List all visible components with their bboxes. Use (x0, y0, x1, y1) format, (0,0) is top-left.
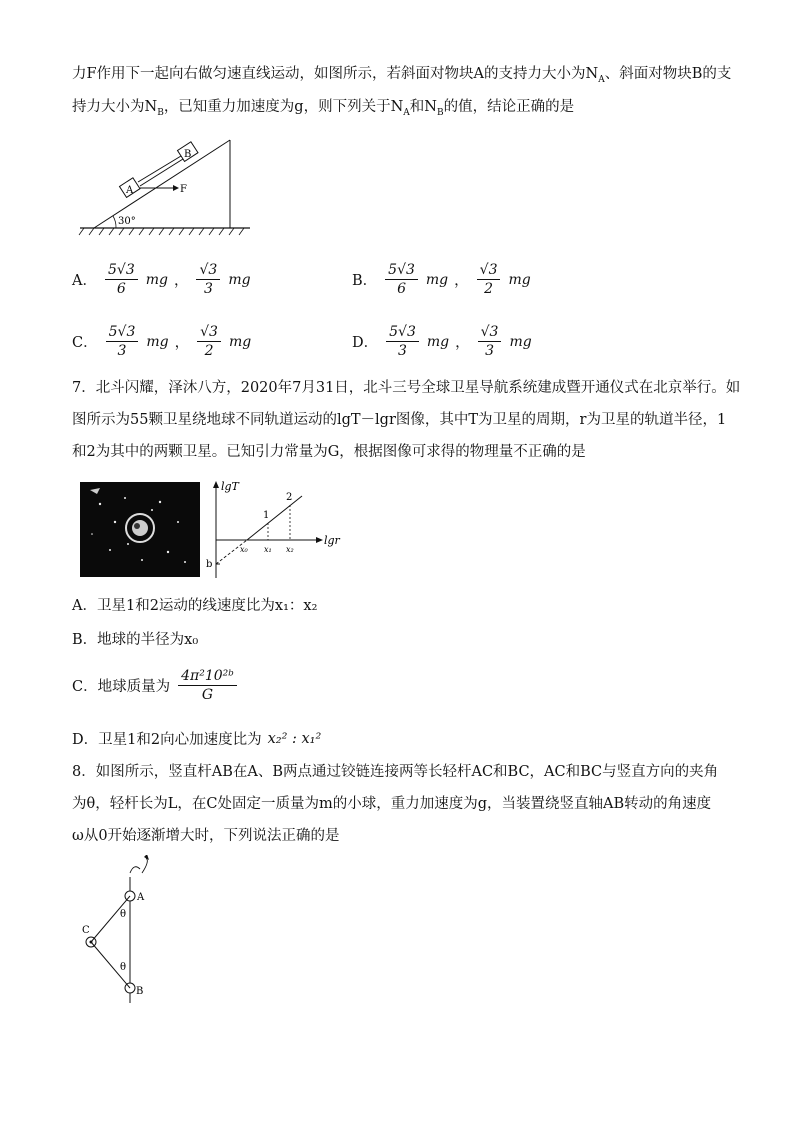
option-d[interactable] (352, 324, 532, 359)
separator: ， (173, 273, 189, 289)
denominator: 6 (116, 281, 126, 297)
q7-option-a[interactable]: A．卫星1和2运动的线速度比为x₁：x₂ (72, 598, 318, 614)
x2-label: x₂ (286, 545, 294, 554)
denominator: 6 (397, 281, 406, 297)
incline-figure (78, 128, 254, 240)
numerator: √3 (477, 262, 501, 280)
point-a-label: A (137, 892, 145, 903)
unit: mg (146, 333, 169, 350)
q7-line-2: 图所示为55颗卫星绕地球不同轨道运动的lgT－lgr图像，其中T为卫星的周期，r为卫星的轨道半径，1 (72, 412, 727, 428)
q7-option-c-text: C．地球质量为 (72, 679, 171, 695)
fraction (105, 262, 138, 297)
angle-label: 30° (118, 216, 136, 227)
q7-option-c[interactable] (72, 668, 239, 703)
x1-label: x₁ (264, 545, 272, 554)
lgT-lgr-graph (202, 478, 352, 583)
numerator: 4π²10²ᵇ (178, 668, 237, 686)
option-b-letter: B． (352, 273, 378, 289)
numerator: √3 (196, 262, 220, 280)
q6-sub-b: B (157, 107, 164, 118)
block-b-label: B (184, 149, 192, 160)
q6-line-2-d: 的值，结论正确的是 (443, 99, 575, 115)
q6-line-1 (72, 64, 731, 90)
q6-line-2-b: ，已知重力加速度为g，则下列关于N (163, 99, 404, 115)
q6-line-2-a: 持力大小为N (72, 99, 158, 115)
separator: ， (174, 335, 190, 351)
unit: mg (228, 333, 252, 350)
separator: ， (455, 335, 470, 351)
unit: mg (509, 333, 532, 350)
numerator: √3 (478, 324, 502, 342)
q7-option-d-text: D．卫星1和2向心加速度比为 (72, 732, 262, 748)
denominator: 3 (485, 343, 495, 359)
satellite-photo (80, 482, 200, 577)
denominator: 3 (117, 343, 127, 359)
fraction (386, 324, 419, 359)
option-a[interactable] (72, 262, 251, 297)
unit: mg (145, 271, 168, 288)
q6-line-1-text: 力F作用下一起向右做匀速直线运动，如图所示，若斜面对物块A的支持力大小为N (72, 66, 599, 82)
fraction (196, 262, 220, 297)
option-b[interactable] (352, 262, 531, 297)
denominator: 3 (398, 343, 407, 359)
q7-option-d-expr: x₂² : x₁² (267, 730, 322, 747)
option-c[interactable] (72, 324, 251, 359)
x-axis-label: lgr (324, 534, 340, 547)
unit: mg (228, 271, 251, 288)
fraction (197, 324, 221, 359)
q6-sub-b2: B (436, 107, 444, 118)
denominator: G (201, 687, 214, 703)
q8-line-2: 为θ，轻杆长为L，在C处固定一质量为m的小球，重力加速度为g，当装置绕竖直轴AB转动的角速度 (72, 796, 712, 812)
point-c-label: C (82, 925, 90, 936)
numerator: 5√3 (386, 324, 419, 342)
q7-option-d[interactable] (72, 728, 321, 749)
fraction (385, 262, 418, 297)
fraction (478, 324, 502, 359)
q6-sub-a2: A (403, 107, 410, 118)
y-axis-label: lgT (221, 480, 239, 493)
unit: mg (426, 333, 450, 350)
fraction (106, 324, 139, 359)
theta-bottom-label: θ (120, 962, 127, 973)
denominator: 2 (484, 281, 494, 297)
unit: mg (508, 271, 531, 288)
separator: ， (454, 273, 469, 289)
q8-line-1: 8．如图所示，竖直杆AB在A、B两点通过铰链连接两等长轻杆AC和BC，AC和BC与竖直方向的夹角 (72, 764, 719, 780)
point-1-label: 1 (263, 510, 270, 521)
point-2-label: 2 (286, 492, 293, 503)
numerator: √3 (197, 324, 221, 342)
intercept-b-label: b (206, 559, 213, 570)
x0-label: x₀ (240, 545, 248, 554)
q6-sub-a: A (598, 74, 605, 85)
fraction (178, 668, 237, 703)
numerator: 5√3 (385, 262, 418, 280)
option-d-letter: D． (352, 335, 379, 351)
q6-line-2-c: 和N (409, 99, 437, 115)
rotating-rod-figure (80, 855, 160, 1005)
force-f-label: F (180, 184, 187, 195)
q7-line-3: 和2为其中的两颗卫星。已知引力常量为G，根据图像可求得的物理量不正确的是 (72, 444, 586, 460)
denominator: 2 (204, 343, 214, 359)
numerator: 5√3 (106, 324, 139, 342)
theta-top-label: θ (120, 909, 127, 920)
unit: mg (425, 271, 449, 288)
q6-line-1-tail: 、斜面对物块B的支 (604, 66, 732, 82)
q7-line-1: 7．北斗闪耀，泽沐八方，2020年7月31日，北斗三号全球卫星导航系统建成暨开通仪式在北京举行。如 (72, 380, 741, 396)
point-b-label: B (136, 986, 144, 997)
q6-line-2 (72, 97, 574, 123)
option-a-letter: A． (72, 273, 97, 289)
block-a-label: A (126, 185, 134, 196)
fraction (477, 262, 501, 297)
q7-option-b[interactable]: B．地球的半径为x₀ (72, 632, 199, 648)
q8-line-3: ω从0开始逐渐增大时，下列说法正确的是 (72, 828, 340, 844)
numerator: 5√3 (105, 262, 138, 280)
denominator: 3 (203, 281, 213, 297)
option-c-letter: C． (72, 335, 98, 351)
